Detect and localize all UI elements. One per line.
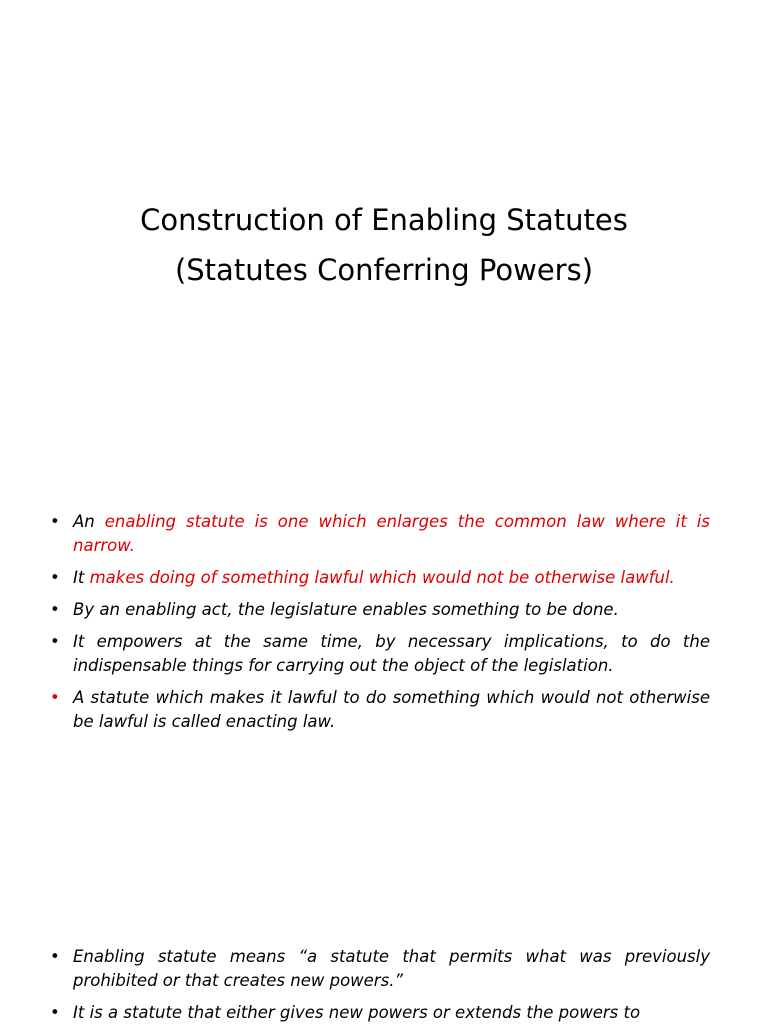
- bullet-text-plain: It: [73, 568, 90, 587]
- bullet-text-emphasis: enabling statute is one which enlarges the common law where it is narrow.: [73, 512, 710, 555]
- bullet-icon: •: [50, 600, 60, 619]
- bullet-icon: •: [50, 568, 60, 587]
- bullet-item: [50, 686, 710, 734]
- bullet-item: [50, 630, 710, 678]
- bullet-icon: •: [50, 512, 60, 531]
- title-line-1: Construction of Enabling Statutes: [140, 203, 628, 238]
- slide-definition-bullets: [0, 450, 768, 890]
- bullet-text-emphasis: makes doing of something lawful which would not be otherwise lawful.: [89, 568, 675, 587]
- bullet-list: [50, 945, 710, 1024]
- bullet-text-plain: It empowers at the same time, by necessary implications, to do the indispensable things for carrying out the object of the legislation.: [73, 632, 710, 675]
- bullet-icon: •: [50, 1003, 60, 1022]
- bullet-item: [50, 566, 710, 590]
- slide-enabling-statute-meaning: [0, 920, 768, 1024]
- slide-title: [0, 0, 768, 420]
- bullet-item: [50, 598, 710, 622]
- slide-title-heading: [0, 195, 768, 295]
- bullet-text-emphasis: A statute which makes it lawful to do something which would not otherwise be lawful is called enacting law.: [73, 688, 710, 731]
- title-line-2: (Statutes Conferring Powers): [174, 253, 594, 288]
- bullet-item: [50, 945, 710, 993]
- bullet-icon: •: [50, 947, 60, 966]
- bullet-text-plain: By an enabling act, the legislature enables something to be done.: [73, 600, 619, 619]
- bullet-item: [50, 1001, 710, 1024]
- bullet-item: [50, 510, 710, 558]
- bullet-text-plain: It is a statute that either gives new powers or extends the powers to: [73, 1003, 641, 1022]
- bullet-text-plain: Enabling statute means “a statute that permits what was previously prohibited or that creates new powers.”: [73, 947, 710, 990]
- bullet-text-plain: An: [73, 512, 105, 531]
- bullet-list: [50, 510, 710, 742]
- bullet-icon: •: [50, 632, 60, 651]
- bullet-icon: •: [50, 688, 60, 707]
